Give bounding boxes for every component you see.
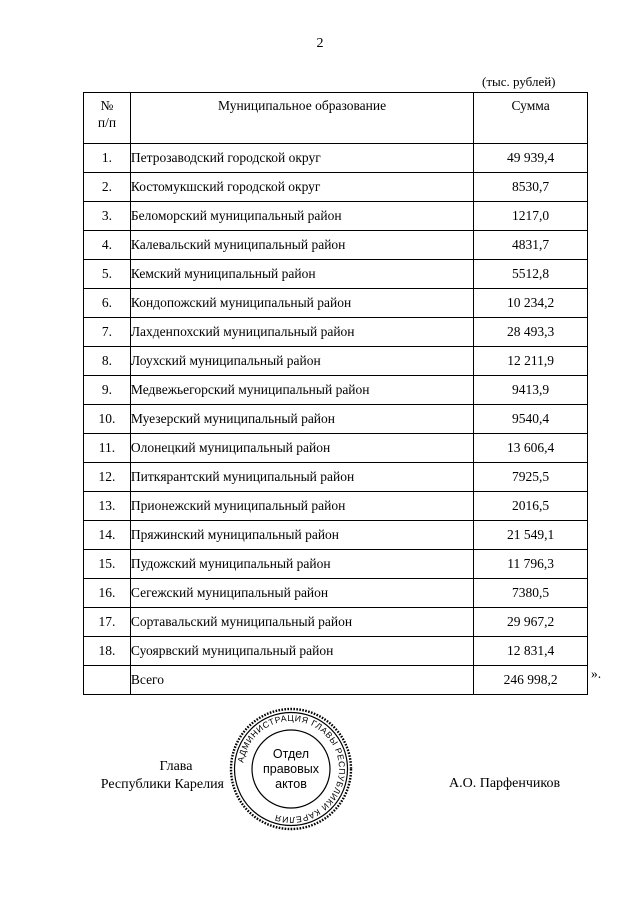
row-sum: 1217,0 bbox=[474, 202, 588, 231]
closing-quote-mark: ». bbox=[591, 666, 602, 681]
table-row bbox=[84, 231, 588, 260]
table-row bbox=[84, 579, 588, 608]
row-sum: 12 211,9 bbox=[474, 347, 588, 376]
municipality-name: Лахденпохский муниципальный район bbox=[130, 318, 473, 347]
municipality-name: Костомукшский городской округ bbox=[130, 173, 473, 202]
units-label: (тыс. рублей) bbox=[482, 74, 556, 89]
row-number: 16. bbox=[84, 579, 131, 608]
table-row bbox=[84, 144, 588, 173]
table-row bbox=[84, 521, 588, 550]
municipality-name: Питкярантский муниципальный район bbox=[130, 463, 473, 492]
municipality-name: Беломорский муниципальный район bbox=[130, 202, 473, 231]
total-row bbox=[84, 666, 588, 695]
table-row bbox=[84, 202, 588, 231]
table-row bbox=[84, 289, 588, 318]
header-sum: Сумма bbox=[474, 93, 588, 144]
row-sum: 10 234,2 bbox=[474, 289, 588, 318]
municipality-name: Пудожский муниципальный район bbox=[130, 550, 473, 579]
row-number: 10. bbox=[84, 405, 131, 434]
municipality-name: Кемский муниципальный район bbox=[130, 260, 473, 289]
row-number: 13. bbox=[84, 492, 131, 521]
signatory-title bbox=[92, 758, 224, 794]
municipality-name: Муезерский муниципальный район bbox=[130, 405, 473, 434]
table-row bbox=[84, 637, 588, 666]
signatory-title-line2: Республики Карелия bbox=[100, 777, 224, 792]
row-sum: 5512,8 bbox=[474, 260, 588, 289]
stamp-ring-text: АДМИНИСТРАЦИЯ ГЛАВЫ РЕСПУБЛИКИ КАРЕЛИЯ bbox=[235, 712, 348, 826]
table-row bbox=[84, 434, 588, 463]
table-row bbox=[84, 463, 588, 492]
row-sum: 8530,7 bbox=[474, 173, 588, 202]
total-sum: 246 998,2 bbox=[474, 666, 588, 695]
municipality-name: Лоухский муниципальный район bbox=[130, 347, 473, 376]
row-sum: 2016,5 bbox=[474, 492, 588, 521]
table-row bbox=[84, 608, 588, 637]
row-number: 3. bbox=[84, 202, 131, 231]
municipality-name: Олонецкий муниципальный район bbox=[130, 434, 473, 463]
table-row bbox=[84, 492, 588, 521]
row-sum: 7380,5 bbox=[474, 579, 588, 608]
table-row bbox=[84, 376, 588, 405]
table-row bbox=[84, 347, 588, 376]
row-number: 11. bbox=[84, 434, 131, 463]
row-sum: 9413,9 bbox=[474, 376, 588, 405]
table-row bbox=[84, 318, 588, 347]
row-number: 17. bbox=[84, 608, 131, 637]
table-row bbox=[84, 173, 588, 202]
row-sum: 7925,5 bbox=[474, 463, 588, 492]
signatory-title-line1: Глава bbox=[159, 759, 193, 774]
municipality-name: Суоярвский муниципальный район bbox=[130, 637, 473, 666]
municipality-name: Кондопожский муниципальный район bbox=[130, 289, 473, 318]
official-stamp bbox=[228, 706, 354, 832]
municipality-name: Медвежьегорский муниципальный район bbox=[130, 376, 473, 405]
stamp-line3: актов bbox=[275, 777, 307, 791]
stamp-line2: правовых bbox=[263, 762, 319, 776]
municipality-name: Пряжинский муниципальный район bbox=[130, 521, 473, 550]
row-sum: 21 549,1 bbox=[474, 521, 588, 550]
row-number: 9. bbox=[84, 376, 131, 405]
row-number: 8. bbox=[84, 347, 131, 376]
municipality-name: Калевальский муниципальный район bbox=[130, 231, 473, 260]
row-number: 7. bbox=[84, 318, 131, 347]
row-sum: 9540,4 bbox=[474, 405, 588, 434]
row-number: 5. bbox=[84, 260, 131, 289]
page-number: 2 bbox=[316, 36, 324, 51]
row-sum: 28 493,3 bbox=[474, 318, 588, 347]
row-number: 4. bbox=[84, 231, 131, 260]
row-number: 6. bbox=[84, 289, 131, 318]
row-number: 1. bbox=[84, 144, 131, 173]
table-body bbox=[84, 144, 588, 695]
row-number: 12. bbox=[84, 463, 131, 492]
row-sum: 49 939,4 bbox=[474, 144, 588, 173]
row-number: 2. bbox=[84, 173, 131, 202]
table-header-row bbox=[84, 93, 588, 144]
row-number: 14. bbox=[84, 521, 131, 550]
allocation-table bbox=[83, 92, 588, 695]
row-number: 18. bbox=[84, 637, 131, 666]
row-number: 15. bbox=[84, 550, 131, 579]
table-row bbox=[84, 405, 588, 434]
stamp-line1: Отдел bbox=[272, 747, 310, 761]
row-sum: 4831,7 bbox=[474, 231, 588, 260]
row-sum: 29 967,2 bbox=[474, 608, 588, 637]
total-label: Всего bbox=[130, 666, 473, 695]
municipality-name: Сортавальский муниципальный район bbox=[130, 608, 473, 637]
total-empty-cell bbox=[84, 666, 131, 695]
row-sum: 11 796,3 bbox=[474, 550, 588, 579]
row-sum: 12 831,4 bbox=[474, 637, 588, 666]
table-row bbox=[84, 260, 588, 289]
header-municipality: Муниципальное образование bbox=[130, 93, 473, 144]
signatory-name: А.О. Парфенчиков bbox=[449, 776, 561, 791]
table-row bbox=[84, 550, 588, 579]
header-num: № п/п bbox=[84, 93, 131, 144]
municipality-name: Сегежский муниципальный район bbox=[130, 579, 473, 608]
municipality-name: Петрозаводский городской округ bbox=[130, 144, 473, 173]
municipality-name: Прионежский муниципальный район bbox=[130, 492, 473, 521]
row-sum: 13 606,4 bbox=[474, 434, 588, 463]
